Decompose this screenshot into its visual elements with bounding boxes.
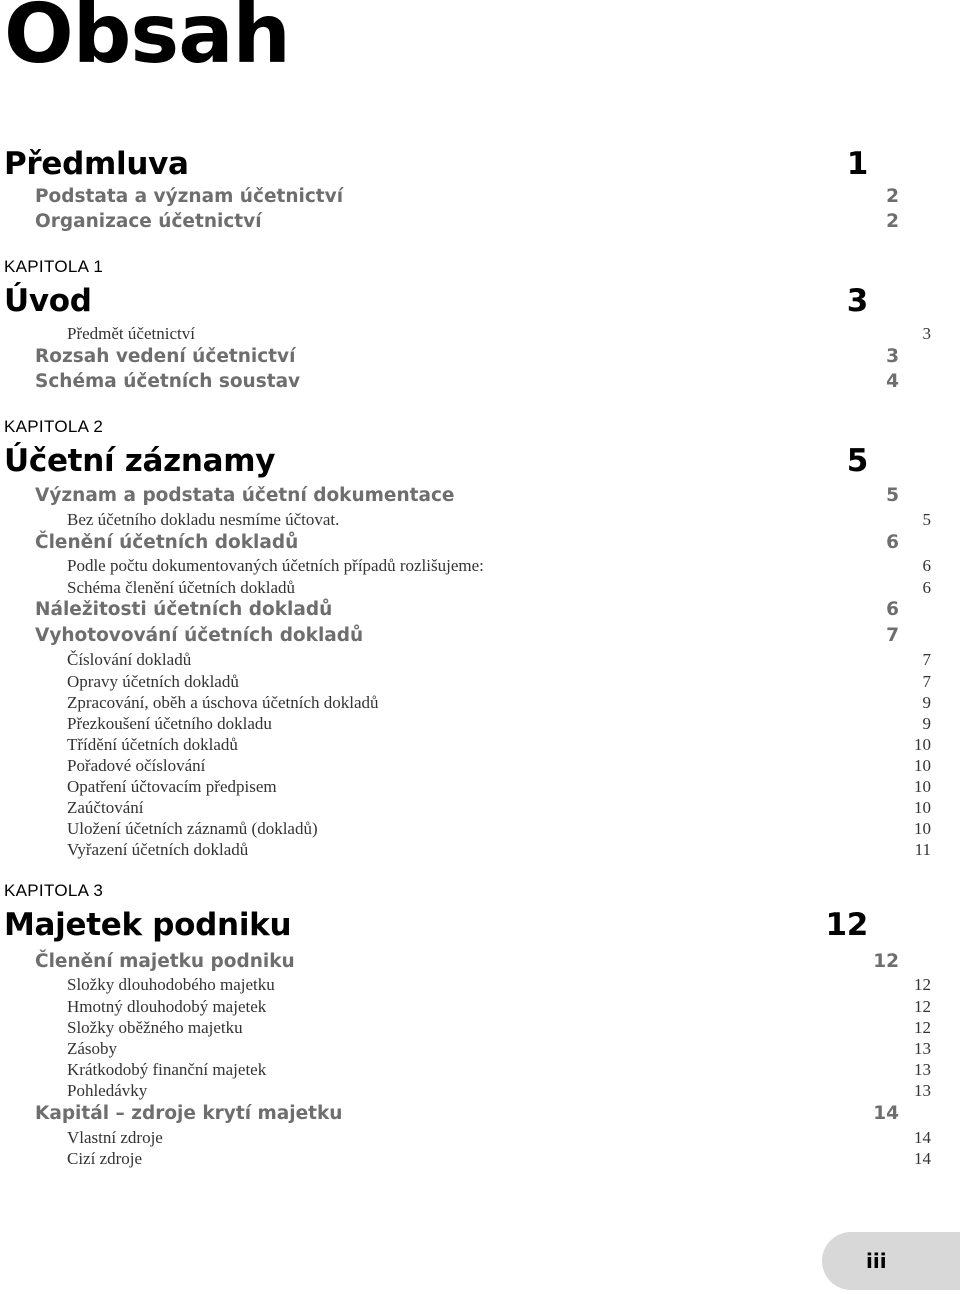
toc-entry-level-3[interactable] [0,324,931,344]
toc-entry-title: Předmluva [4,146,189,182]
toc-entry-page: 14 [914,1128,931,1147]
toc-entry-page: 10 [914,735,931,754]
toc-entry-level-3[interactable] [0,1018,931,1038]
toc-entry-page: 9 [922,714,931,733]
toc-entry-level-3[interactable] [0,975,931,995]
toc-entry-level-3[interactable] [0,840,931,860]
toc-entry-page: 12 [914,1018,931,1037]
page-number-tab [822,1232,960,1290]
toc-entry-page: 5 [922,510,931,529]
toc-entry-level-2[interactable] [0,599,899,620]
toc-entry-level-2[interactable] [0,211,899,232]
toc-entry-level-3[interactable] [0,997,931,1017]
toc-entry-page: 10 [914,819,931,838]
toc-entry-title: Zásoby [67,1039,118,1058]
toc-entry-level-2[interactable] [0,186,899,207]
toc-entry-level-3[interactable] [0,1149,931,1169]
toc-entry-page: 1 [846,146,868,182]
toc-entry-page: 10 [914,756,931,775]
toc-entry-title: Rozsah vedení účetnictví [35,346,296,367]
toc-entry-page: 10 [914,777,931,796]
toc-entry-level-3[interactable] [0,693,931,713]
toc-entry-title: Opravy účetních dokladů [67,672,239,691]
toc-entry-page: 6 [922,578,931,597]
toc-entry-page: 12 [825,907,868,943]
toc-entry-page: 14 [914,1149,931,1168]
toc-entry-title: Podstata a význam účetnictví [35,186,344,207]
toc-entry-title: Předmět účetnictví [67,324,195,343]
toc-entry-page: 6 [922,556,931,575]
toc-entry-level-3[interactable] [0,798,931,818]
page-number: iii [866,1249,887,1273]
toc-entry-page: 12 [914,975,931,994]
toc-entry-title: Členění účetních dokladů [35,532,299,553]
toc-entry-page: 4 [886,371,899,392]
toc-entry-title: Náležitosti účetních dokladů [35,599,333,620]
toc-entry-title: Krátkodobý finanční majetek [67,1060,267,1079]
toc-entry-page: 13 [914,1060,931,1079]
toc-entry-title: Úvod [4,283,92,319]
toc-entry-page: 6 [886,532,899,553]
toc-entry-level-3[interactable] [0,510,931,530]
toc-entry-level-3[interactable] [0,735,931,755]
toc-entry-page: 5 [886,485,899,506]
toc-entry-page: 2 [886,211,899,232]
toc-entry-level-3[interactable] [0,1060,931,1080]
toc-entry-level-3[interactable] [0,1128,931,1148]
toc-entry-title: Číslování dokladů [67,650,192,669]
toc-entry-page: 10 [914,798,931,817]
toc-entry-title: Složky dlouhodobého majetku [67,975,275,994]
chapter-label: KAPITOLA 2 [4,417,104,436]
toc-entry-level-1[interactable] [0,443,868,479]
toc-entry-title: Opatření účtovacím předpisem [67,777,277,796]
toc-entry-page: 3 [846,283,868,319]
toc-entry-page: 7 [922,672,931,691]
toc-entry-title: Vlastní zdroje [67,1128,163,1147]
toc-entry-level-1[interactable] [0,283,868,319]
toc-entry-title: Hmotný dlouhodobý majetek [67,997,267,1016]
toc-entry-level-1[interactable] [0,146,868,182]
toc-entry-level-3[interactable] [0,777,931,797]
toc-entry-level-2[interactable] [0,485,899,506]
toc-entry-title: Přezkoušení účetního dokladu [67,714,272,733]
toc-entry-page: 11 [914,840,931,859]
toc-entry-level-2[interactable] [0,625,899,646]
toc-entry-level-2[interactable] [0,951,899,972]
toc-entry-title: Cizí zdroje [67,1149,143,1168]
toc-entry-level-3[interactable] [0,756,931,776]
toc-entry-title: Podle počtu dokumentovaných účetních případů rozlišujeme: [67,556,484,575]
toc-entry-title: Majetek podniku [4,907,292,943]
toc-entry-title: Vyhotovování účetních dokladů [35,625,364,646]
toc-entry-title: Pohledávky [67,1081,148,1100]
toc-entry-page: 9 [922,693,931,712]
toc-entry-page: 2 [886,186,899,207]
toc-entry-title: Význam a podstata účetní dokumentace [35,485,455,506]
toc-entry-title: Kapitál – zdroje krytí majetku [35,1103,343,1124]
toc-entry-page: 13 [914,1039,931,1058]
toc-entry-level-3[interactable] [0,672,931,692]
toc-entry-title: Zpracování, oběh a úschova účetních dokladů [67,693,379,712]
chapter-label: KAPITOLA 3 [4,881,104,900]
toc-entry-title: Třídění účetních dokladů [67,735,238,754]
toc-entry-page: 12 [873,951,899,972]
toc-entry-page: 7 [886,625,899,646]
toc-entry-level-3[interactable] [0,650,931,670]
toc-entry-title: Členění majetku podniku [35,951,295,972]
toc-entry-page: 3 [922,324,931,343]
chapter-label: KAPITOLA 1 [4,257,104,276]
toc-entry-title: Bez účetního dokladu nesmíme účtovat. [67,510,340,529]
toc-entry-title: Vyřazení účetních dokladů [67,840,249,859]
toc-entry-level-3[interactable] [0,714,931,734]
toc-entry-level-3[interactable] [0,578,931,598]
toc-entry-level-3[interactable] [0,819,931,839]
toc-entry-level-3[interactable] [0,1081,931,1101]
toc-entry-page: 5 [846,443,868,479]
toc-entry-level-1[interactable] [0,907,868,943]
toc-entry-title: Organizace účetnictví [35,211,262,232]
toc-entry-page: 13 [914,1081,931,1100]
toc-entry-level-2[interactable] [0,346,899,367]
toc-entry-title: Schéma členění účetních dokladů [67,578,295,597]
toc-entry-level-2[interactable] [0,532,899,553]
toc-entry-title: Schéma účetních soustav [35,371,301,392]
toc-entry-page: 12 [914,997,931,1016]
toc-entry-level-2[interactable] [0,371,899,392]
toc-entry-title: Účetní záznamy [4,443,276,479]
toc-entry-level-2[interactable] [0,1103,899,1124]
toc-entry-title: Složky oběžného majetku [67,1018,243,1037]
toc-entry-level-3[interactable] [0,1039,931,1059]
toc-entry-page: 7 [922,650,931,669]
toc-entry-title: Zaúčtování [67,798,144,817]
toc-entry-page: 14 [873,1103,899,1124]
toc-entry-title: Uložení účetních záznamů (dokladů) [67,819,318,838]
page-title: Obsah [4,0,290,82]
toc-entry-page: 3 [886,346,899,367]
toc-entry-title: Pořadové očíslování [67,756,206,775]
toc-entry-level-3[interactable] [0,556,931,576]
toc-entry-page: 6 [886,599,899,620]
